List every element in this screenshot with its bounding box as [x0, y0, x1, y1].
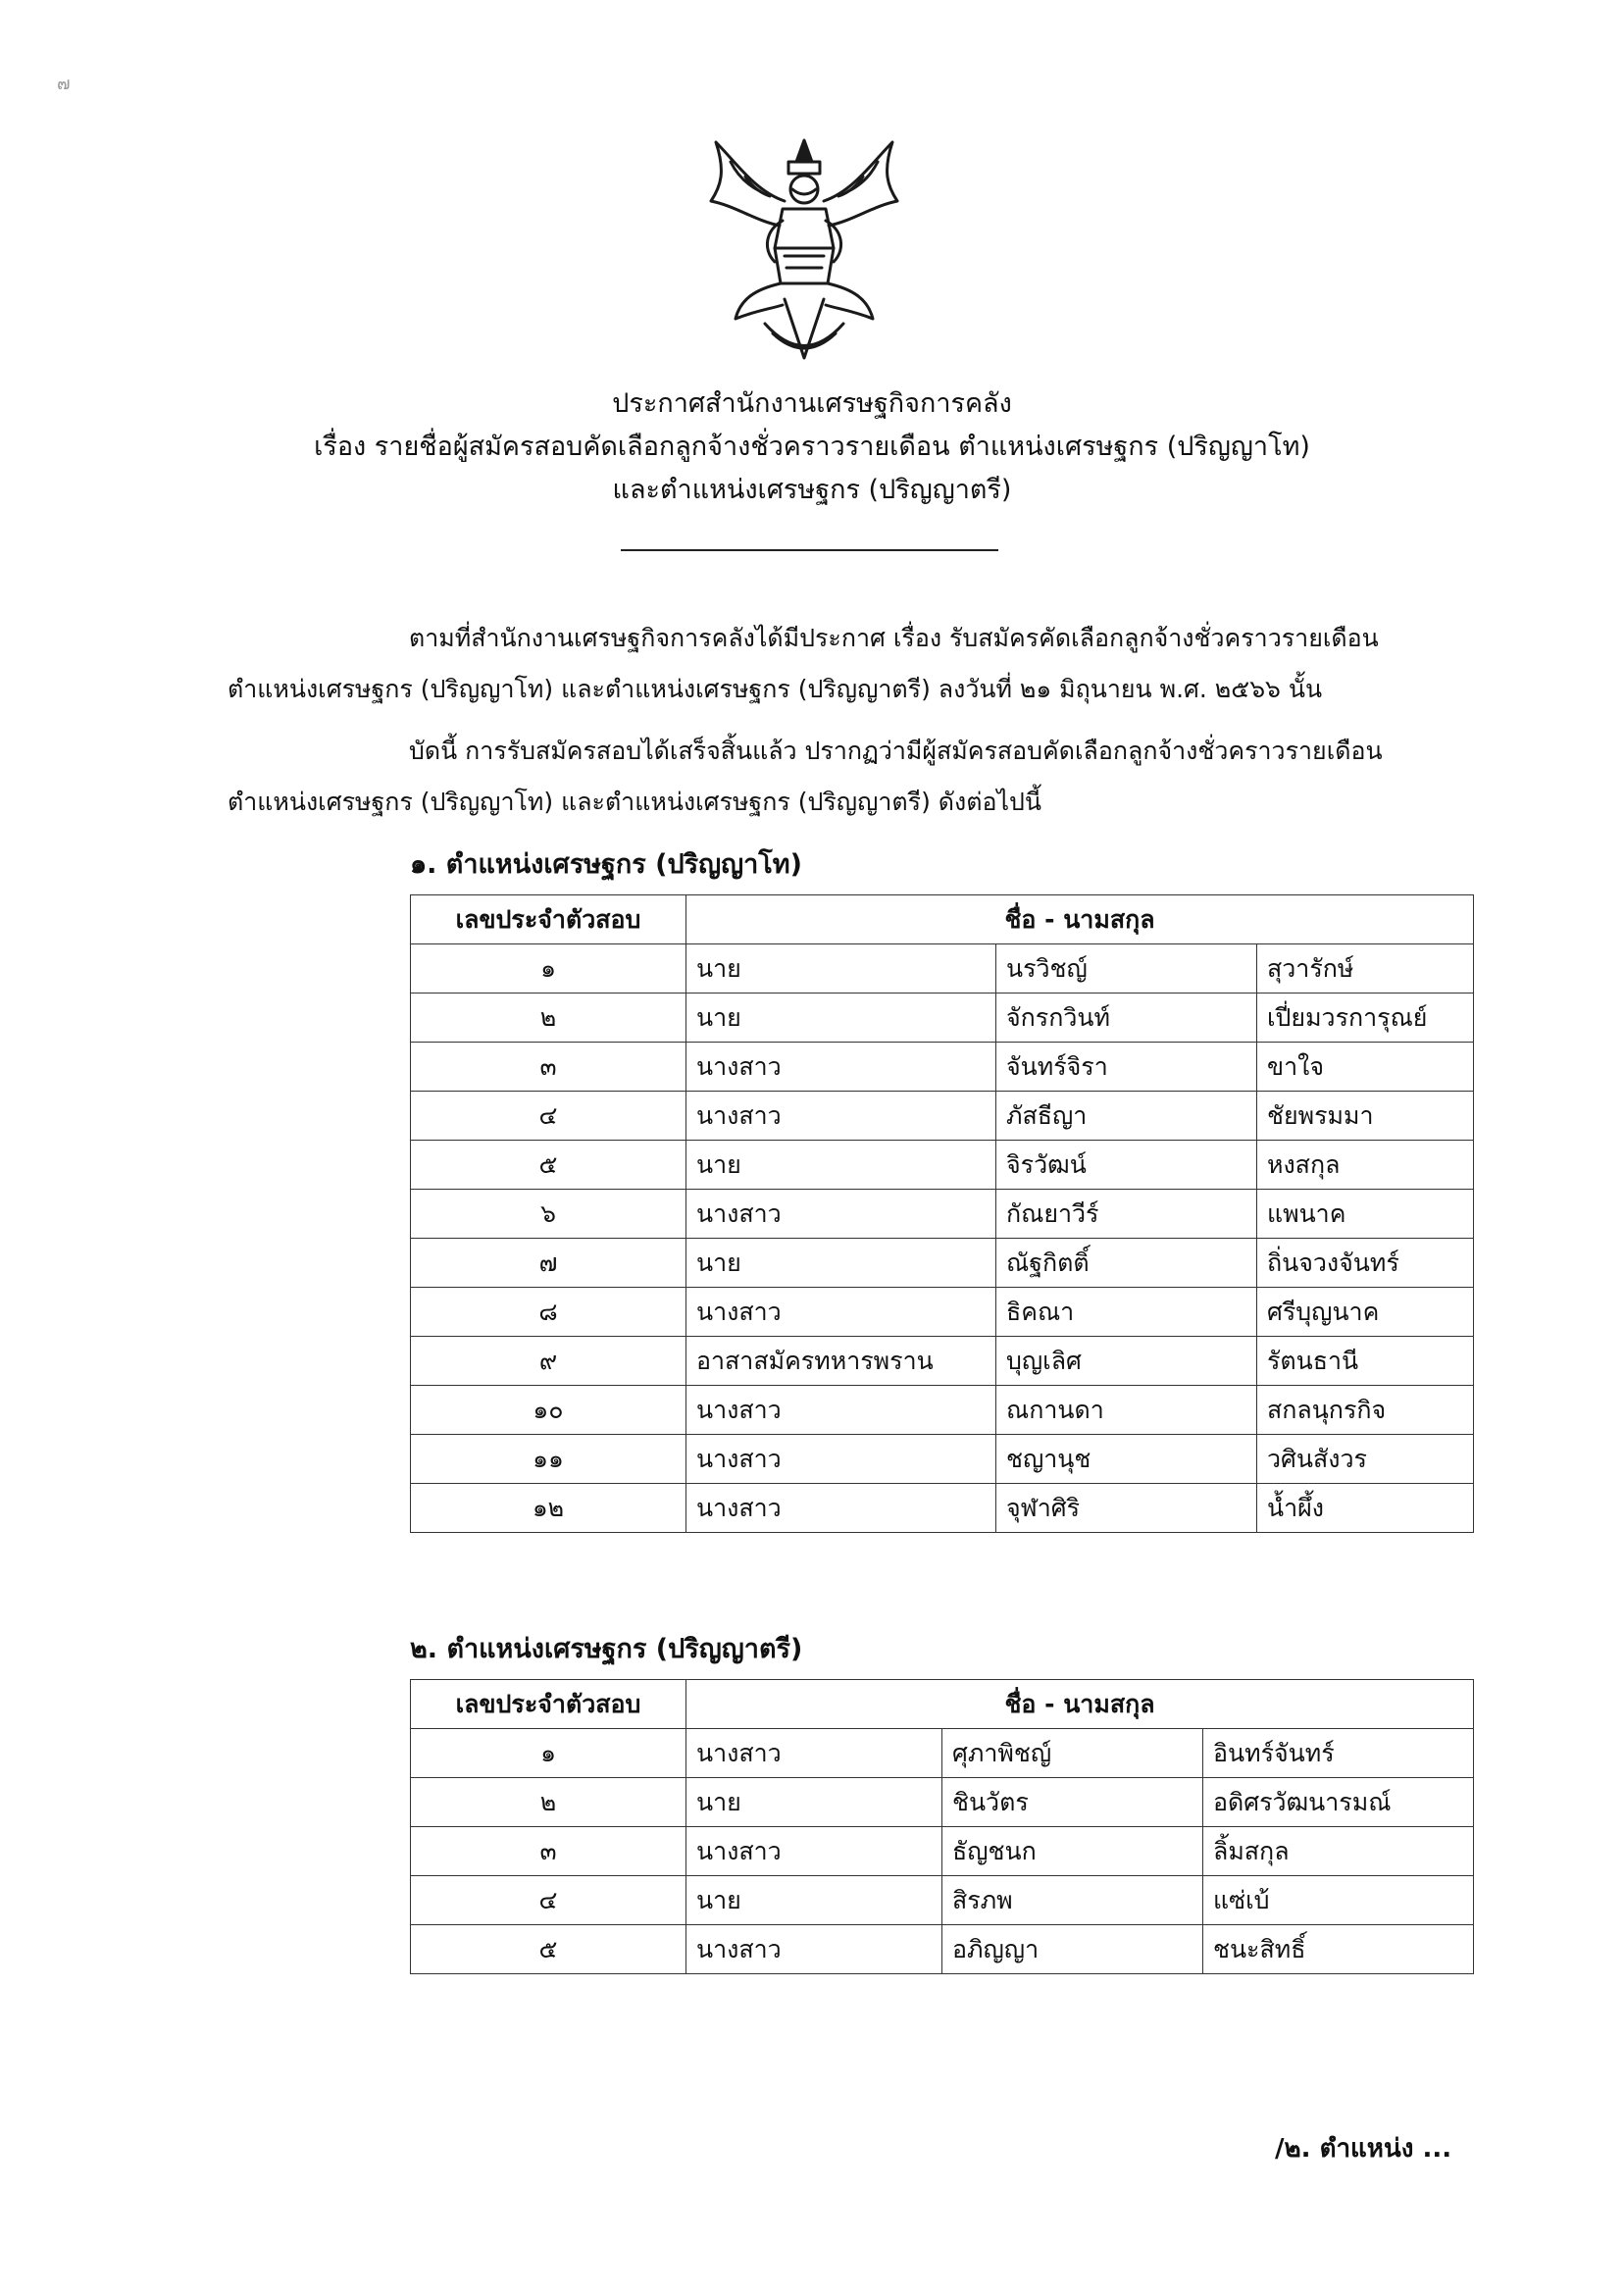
- table-row: [411, 1190, 1474, 1239]
- first-name-cell: ณัฐกิตติ์: [996, 1239, 1257, 1288]
- garuda-emblem-icon: [686, 132, 922, 368]
- name-title-cell: นางสาว: [686, 1092, 996, 1141]
- heading-line-1: ประกาศสำนักงานเศรษฐกิจการคลัง: [612, 388, 1012, 419]
- first-name-cell: ภัสธีญา: [996, 1092, 1257, 1141]
- table-row: [411, 1876, 1474, 1925]
- column-header-full-name: ชื่อ - นามสกุล: [686, 895, 1474, 944]
- first-name-cell: จิรวัฒน์: [996, 1141, 1257, 1190]
- section-1-title: ๑. ตำแหน่งเศรษฐกร (ปริญญาโท): [410, 849, 802, 880]
- table-row: [411, 944, 1474, 994]
- last-name-cell: รัตนธานี: [1257, 1337, 1474, 1386]
- exam-number-cell: ๕: [411, 1925, 686, 1974]
- exam-number-cell: ๕: [411, 1141, 686, 1190]
- first-name-cell: ธิคณา: [996, 1288, 1257, 1337]
- paragraph-1-line-1: ตามที่สำนักงานเศรษฐกิจการคลังได้มีประกาศ เรื่อง รับสมัครคัดเลือกลูกจ้างชั่วคราวรายเดือน: [409, 624, 1379, 652]
- column-header-full-name: ชื่อ - นามสกุล: [686, 1680, 1474, 1729]
- table-row: [411, 1925, 1474, 1974]
- last-name-cell: ศรีบุญนาค: [1257, 1288, 1474, 1337]
- first-name-cell: กัณยาวีร์: [996, 1190, 1257, 1239]
- table-row: [411, 1484, 1474, 1533]
- last-name-cell: อินทร์จันทร์: [1203, 1729, 1474, 1778]
- first-name-cell: ชญานุช: [996, 1435, 1257, 1484]
- table-row: [411, 994, 1474, 1043]
- last-name-cell: แพนาค: [1257, 1190, 1474, 1239]
- exam-number-cell: ๑: [411, 1729, 686, 1778]
- name-title-cell: นางสาว: [686, 1729, 942, 1778]
- exam-number-cell: ๖: [411, 1190, 686, 1239]
- announcement-heading: [0, 382, 1624, 512]
- name-title-cell: นาย: [686, 994, 996, 1043]
- first-name-cell: ธัญชนก: [942, 1827, 1203, 1876]
- table-row: [411, 1827, 1474, 1876]
- last-name-cell: หงสกุล: [1257, 1141, 1474, 1190]
- table-row: [411, 1729, 1474, 1778]
- last-name-cell: สุวารักษ์: [1257, 944, 1474, 994]
- first-name-cell: นรวิชญ์: [996, 944, 1257, 994]
- paragraph-1: [228, 613, 1463, 715]
- first-name-cell: ชินวัตร: [942, 1778, 1203, 1827]
- last-name-cell: น้ำผึ้ง: [1257, 1484, 1474, 1533]
- exam-number-cell: ๑: [411, 944, 686, 994]
- paragraph-2: [228, 726, 1463, 828]
- table-row: [411, 1239, 1474, 1288]
- table-row: [411, 1337, 1474, 1386]
- name-title-cell: นาย: [686, 944, 996, 994]
- name-title-cell: นางสาว: [686, 1484, 996, 1533]
- exam-number-cell: ๓: [411, 1827, 686, 1876]
- column-header-exam-number: เลขประจำตัวสอบ: [411, 1680, 686, 1729]
- paragraph-2-line-1: บัดนี้ การรับสมัครสอบได้เสร็จสิ้นแล้ว ปรากฏว่ามีผู้สมัครสอบคัดเลือกลูกจ้างชั่วคราวรายเดือน: [409, 737, 1383, 765]
- table-header-row: [411, 895, 1474, 944]
- first-name-cell: ณกานดา: [996, 1386, 1257, 1435]
- last-name-cell: ขาใจ: [1257, 1043, 1474, 1092]
- table-row: [411, 1778, 1474, 1827]
- name-title-cell: นาย: [686, 1876, 942, 1925]
- table-row: [411, 1435, 1474, 1484]
- name-title-cell: นางสาว: [686, 1386, 996, 1435]
- table-row: [411, 1141, 1474, 1190]
- first-name-cell: สิรภพ: [942, 1876, 1203, 1925]
- last-name-cell: ชัยพรมมา: [1257, 1092, 1474, 1141]
- heading-line-3: และตำแหน่งเศรษฐกร (ปริญญาตรี): [612, 475, 1012, 505]
- continuation-note: /๒. ตำแหน่ง ...: [1275, 2134, 1452, 2164]
- exam-number-cell: ๑๑: [411, 1435, 686, 1484]
- last-name-cell: เปี่ยมวรการุณย์: [1257, 994, 1474, 1043]
- section-2-table: [410, 1679, 1474, 1974]
- name-title-cell: นางสาว: [686, 1827, 942, 1876]
- exam-number-cell: ๔: [411, 1092, 686, 1141]
- table-header-row: [411, 1680, 1474, 1729]
- exam-number-cell: ๙: [411, 1337, 686, 1386]
- table-row: [411, 1386, 1474, 1435]
- paragraph-2-line-2: ตำแหน่งเศรษฐกร (ปริญญาโท) และตำแหน่งเศรษฐกร (ปริญญาตรี) ดังต่อไปนี้: [228, 788, 1042, 816]
- name-title-cell: นาย: [686, 1141, 996, 1190]
- title-divider: [621, 549, 998, 551]
- name-title-cell: นาย: [686, 1239, 996, 1288]
- exam-number-cell: ๑๒: [411, 1484, 686, 1533]
- last-name-cell: ถิ่นจวงจันทร์: [1257, 1239, 1474, 1288]
- last-name-cell: วศินสังวร: [1257, 1435, 1474, 1484]
- first-name-cell: จักรกวินท์: [996, 994, 1257, 1043]
- name-title-cell: นางสาว: [686, 1925, 942, 1974]
- exam-number-cell: ๓: [411, 1043, 686, 1092]
- section-2-title: ๒. ตำแหน่งเศรษฐกร (ปริญญาตรี): [410, 1634, 803, 1664]
- exam-number-cell: ๒: [411, 1778, 686, 1827]
- table-row: [411, 1043, 1474, 1092]
- first-name-cell: อภิญญา: [942, 1925, 1203, 1974]
- last-name-cell: อดิศรวัฒนารมณ์: [1203, 1778, 1474, 1827]
- exam-number-cell: ๗: [411, 1239, 686, 1288]
- exam-number-cell: ๑๐: [411, 1386, 686, 1435]
- last-name-cell: สกลนุกรกิจ: [1257, 1386, 1474, 1435]
- first-name-cell: จุฬาศิริ: [996, 1484, 1257, 1533]
- exam-number-cell: ๘: [411, 1288, 686, 1337]
- last-name-cell: ชนะสิทธิ์: [1203, 1925, 1474, 1974]
- name-title-cell: นาย: [686, 1778, 942, 1827]
- table-row: [411, 1092, 1474, 1141]
- name-title-cell: นางสาว: [686, 1288, 996, 1337]
- name-title-cell: นางสาว: [686, 1043, 996, 1092]
- first-name-cell: บุญเลิศ: [996, 1337, 1257, 1386]
- first-name-cell: จันทร์จิรา: [996, 1043, 1257, 1092]
- page-number-mark: ๗: [57, 74, 71, 94]
- first-name-cell: ศุภาพิชญ์: [942, 1729, 1203, 1778]
- section-1-table: [410, 894, 1474, 1533]
- heading-line-2: เรื่อง รายชื่อผู้สมัครสอบคัดเลือกลูกจ้างชั่วคราวรายเดือน ตำแหน่งเศรษฐกร (ปริญญาโท): [314, 432, 1310, 462]
- exam-number-cell: ๒: [411, 994, 686, 1043]
- name-title-cell: นางสาว: [686, 1190, 996, 1239]
- table-row: [411, 1288, 1474, 1337]
- exam-number-cell: ๔: [411, 1876, 686, 1925]
- column-header-exam-number: เลขประจำตัวสอบ: [411, 895, 686, 944]
- name-title-cell: นางสาว: [686, 1435, 996, 1484]
- last-name-cell: ลิ้มสกุล: [1203, 1827, 1474, 1876]
- paragraph-1-line-2: ตำแหน่งเศรษฐกร (ปริญญาโท) และตำแหน่งเศรษฐกร (ปริญญาตรี) ลงวันที่ ๒๑ มิถุนายน พ.ศ. ๒๕๖๖ นั้น: [228, 675, 1323, 703]
- last-name-cell: แซ่เบ้: [1203, 1876, 1474, 1925]
- name-title-cell: อาสาสมัครทหารพราน: [686, 1337, 996, 1386]
